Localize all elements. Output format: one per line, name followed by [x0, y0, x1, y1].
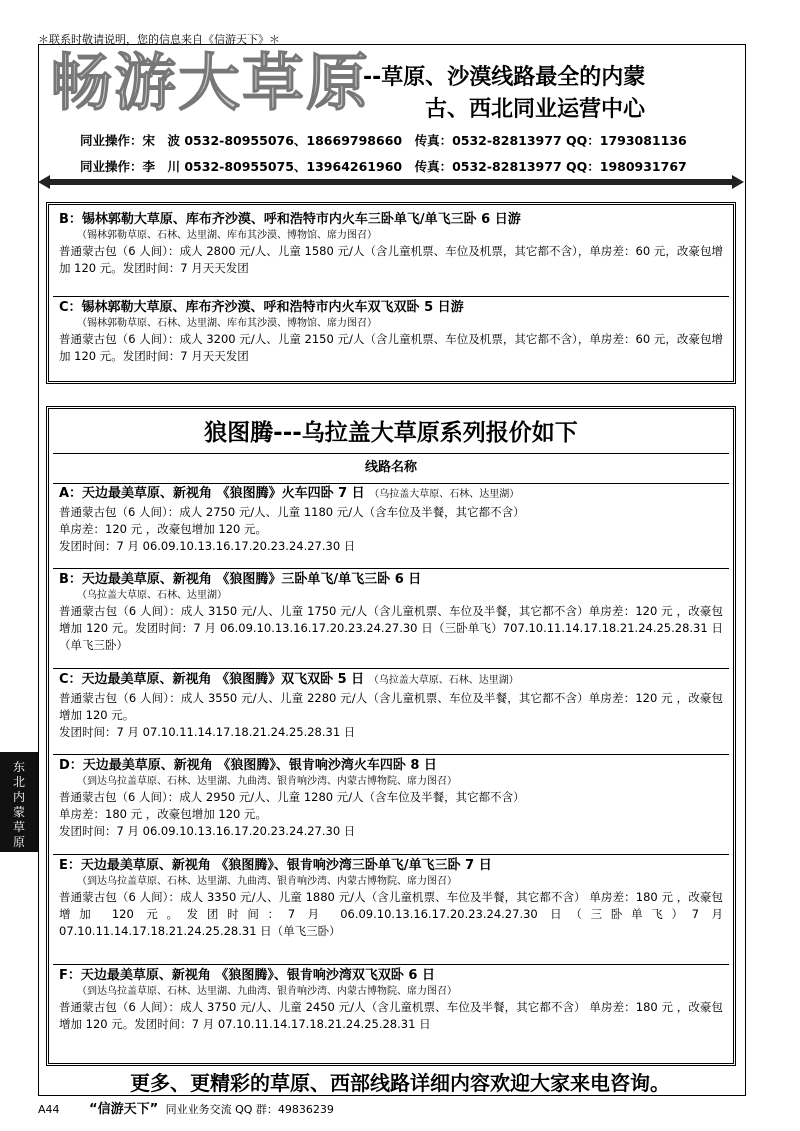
- route-item-e: [53, 855, 729, 965]
- operator-contact-1: 同业操作：宋 波 0532-80955076、18669798660 传真：0532-82813977 QQ：1793081136: [80, 133, 687, 148]
- route-details: 普通蒙古包（6 人间）：成人 2750 元/人、儿童 1180 元/人（含车位及半餐，其它都不含） 单房差：120 元 ，改豪包增加 120 元。 发团时间：7 月 06.09.10.13.16.17.20.23.24.27.30 日: [59, 505, 525, 553]
- route-details: 普通蒙古包（6 人间）：成人 3200 元/人、儿童 2150 元/人（含儿童机票、车位及机票，其它都不含），单房差：60 元，改豪包增加 120 元。发团时间：7 月天天发团: [59, 332, 723, 363]
- category-side-tab: 东北内蒙草原: [0, 752, 38, 852]
- route-item-b: [53, 209, 729, 297]
- route-details: 普通蒙古包（6 人间）：成人 2950 元/人、儿童 1280 元/人（含车位及半餐，其它都不含） 单房差：180 元 ，改豪包增加 120 元。 发团时间：7 月 06.09.10.13.16.17.20.23.24.27.30 日: [59, 790, 525, 838]
- page-number: A44: [38, 1103, 60, 1116]
- route-details: 普通蒙古包（6 人间）：成人 3550 元/人、儿童 2280 元/人（含儿童机票、车位及半餐，其它都不含）单房差：120 元 ，改豪包增加 120 元。 发团时间：7 月 07.10.11.14.17.18.21.24.25.28.31 日: [59, 691, 723, 739]
- slogan-line-2: 古、西北同业运营中心: [425, 97, 646, 122]
- route-details: 普通蒙古包（6 人间）：成人 3750 元/人、儿童 2450 元/人（含儿童机票、车位及半餐，其它都不含） 单房差：180 元 ，改豪包增加 120 元。发团时间：7 月 07.10.11.14.17.18.21.24.25.28.31 日: [59, 1000, 723, 1031]
- route-title: C：锡林郭勒大草原、库布齐沙漠、呼和浩特市内火车双飞双卧 5 日游: [59, 300, 464, 315]
- route-box-wulagai: [46, 406, 736, 1066]
- route-item-b: [53, 569, 729, 669]
- header-note: ＊联系时敬请说明，您的信息来自《信游天下》＊: [38, 33, 280, 46]
- page-footer: [38, 1098, 334, 1117]
- route-item-f: [53, 965, 729, 1059]
- route-title: F：天边最美草原、新视角 《狼图腾》、银肯响沙湾双飞双卧 6 日: [59, 968, 436, 983]
- route-details: 普通蒙古包（6 人间）：成人 2800 元/人、儿童 1580 元/人（含儿童机票、车位及机票，其它都不含），单房差：60 元，改豪包增加 120 元。发团时间：7 月天天发团: [59, 244, 723, 275]
- route-title: D：天边最美草原、新视角 《狼图腾》、银肯响沙湾火车四卧 8 日: [59, 758, 437, 773]
- section-title: 狼图腾---乌拉盖大草原系列报价如下: [53, 413, 729, 454]
- route-item-d: [53, 755, 729, 855]
- footer-brand: “信游天下”: [89, 1102, 159, 1117]
- operator-contact-2: 同业操作：李 川 0532-80955075、13964261960 传真：0532-82813977 QQ：1980931767: [80, 159, 687, 174]
- route-details: 普通蒙古包（6 人间）：成人 3150 元/人、儿童 1750 元/人（含儿童机票、车位及半餐，其它都不含）单房差：120 元 ，改豪包增加 120 元。发团时间：7 月 06.09.10.13.16.17.20.23.24.27.30 日（三卧单飞）707.10.11.14.17.18.21.24.25.28.31 日（单飞三卧）: [59, 604, 723, 652]
- route-title: A：天边最美草原、新视角 《狼图腾》火车四卧 7 日 （乌拉盖大草原、石林、达里湖）: [59, 486, 520, 501]
- route-title: E：天边最美草原、新视角 《狼图腾》、银肯响沙湾三卧单飞/单飞三卧 7 日: [59, 858, 492, 873]
- route-sights: （锡林郭勒草原、石林、达里湖、库布其沙漠、博物馆、席力图召）: [77, 318, 377, 329]
- slogan-line-1: --草原、沙漠线路最全的内蒙: [363, 65, 646, 90]
- route-sights: （到达乌拉盖草原、石林、达里湖、九曲湾、银肯响沙湾、内蒙古博物院、席力图召）: [77, 986, 457, 997]
- column-header: 线路名称: [53, 453, 729, 484]
- double-arrow-divider: [38, 175, 744, 189]
- route-sights: （锡林郭勒草原、石林、达里湖、库布其沙漠、博物馆、席力图召）: [77, 230, 377, 241]
- brand-logo: 畅游大草原: [50, 46, 371, 119]
- route-sights: （到达乌拉盖草原、石林、达里湖、九曲湾、银肯响沙湾、内蒙古博物院、席力图召）: [77, 776, 457, 787]
- bottom-slogan: 更多、更精彩的草原、西部线路详细内容欢迎大家来电咨询。: [130, 1071, 670, 1095]
- route-item-c: [53, 669, 729, 755]
- route-details: 普通蒙古包（6 人间）：成人 3350 元/人、儿童 1880 元/人（含儿童机票、车位及半餐，其它都不含） 单房差：180 元 ，改豪包增加 120 元。发团时间：7 月 06.09.10.13.16.17.20.23.24.27.30 日（三卧单飞）7 月 07.10.11.14.17.18.21.24.25.28.31 日（单飞三卧）: [59, 890, 723, 938]
- route-item-a: [53, 483, 729, 569]
- route-sights: （到达乌拉盖草原、石林、达里湖、九曲湾、银肯响沙湾、内蒙古博物院、席力图召）: [77, 876, 457, 887]
- route-title: C：天边最美草原、新视角 《狼图腾》双飞双卧 5 日 （乌拉盖大草原、石林、达里湖）: [59, 672, 519, 687]
- route-box-xilinguole: [46, 202, 736, 384]
- route-sights: （乌拉盖大草原、石林、达里湖）: [77, 590, 227, 601]
- route-item-c: [53, 297, 729, 379]
- footer-qq-group: 同业业务交流 QQ 群：49836239: [165, 1103, 334, 1116]
- route-title: B：天边最美草原、新视角 《狼图腾》三卧单飞/单飞三卧 6 日: [59, 572, 422, 587]
- route-title: B：锡林郭勒大草原、库布齐沙漠、呼和浩特市内火车三卧单飞/单飞三卧 6 日游: [59, 212, 521, 227]
